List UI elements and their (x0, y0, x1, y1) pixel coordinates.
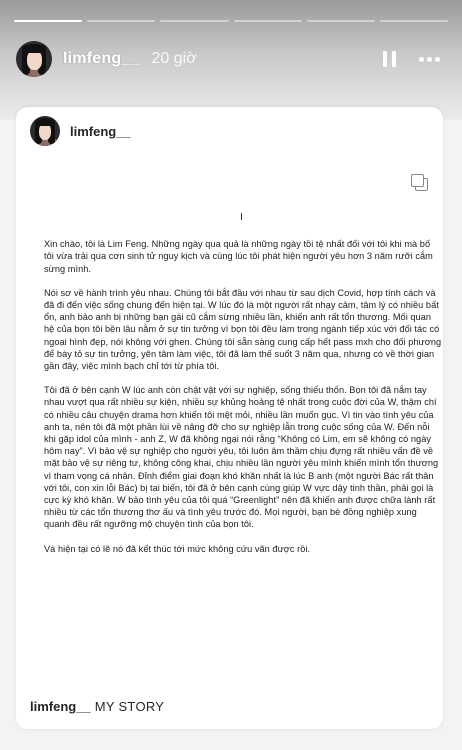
progress-segment (307, 20, 375, 22)
footer-username[interactable]: limfeng__ (30, 699, 91, 714)
avatar[interactable] (16, 41, 52, 77)
progress-segment (234, 20, 302, 22)
progress-segment (380, 20, 448, 22)
story-label: MY STORY (94, 699, 165, 714)
more-options-icon[interactable] (419, 57, 440, 62)
story-username[interactable]: limfeng__ (63, 50, 140, 67)
story-timestamp: 20 giờ (151, 50, 197, 67)
post-footer (30, 699, 164, 714)
document-paragraph: Và hiện tại có lẽ nó đã kết thúc tới mức không cứu vãn được rồi. (44, 543, 311, 554)
multiple-images-icon (411, 174, 427, 190)
post-header (30, 116, 131, 146)
progress-segment (160, 20, 228, 22)
post-avatar[interactable] (30, 116, 60, 146)
story-header (16, 40, 448, 78)
document-paragraph: Tôi đã ở bên cạnh W lúc anh còn chật vật với sự nghiệp, sống thiếu thốn. Bọn tôi đã nắm tay nhau vượt qua rất nhiều sự kiện, nhiều sự khủng hoảng tệ nhất trong cuộc đời của W, thậm chí có nhiều câu chuyện drama hơn khiến tôi mệt mỏi, nhiều lần muốn gục. Vì tin vào tình yêu của anh ta, nên tôi đã một phần lùi về nâng đỡ cho sự nghiệp lẫn trong cuộc sống của W. Đến nỗi khi gặp idol của mình - anh Z, W đã không ngại nói rằng “Không có Lim, em sẽ không có ngày hôm nay”. Vì bảo vệ sự nghiệp cho người yêu, tôi luôn âm thầm chịu đựng rất nhiều vấn đề về mặt bảo vệ sự riêng tư, không công khai, chịu nhiều lần người yêu mình khiến mình tổn thương vì tham vọng cá nhân. Đỉnh điểm giai đoạn khó khăn nhất là lúc B anh (một người Bác rất thân với tôi, con xin lỗi Bác) bị tai biến, tôi đã ở bên cạnh cùng giúp W vực dậy tinh thần, phải gọi là cực kỳ khó khăn. W bảo tình yêu của tôi quá “Greenlight” nên đã khiến anh được chữa lành rất nhiều từ các tổn thương thơ ấu và tình yêu trước đó. Mọi người, bạn bè đồng nghiệp xung quanh đều rất ngưỡng mộ chuyện tình của bọn tôi. (44, 385, 439, 530)
pause-icon[interactable] (379, 49, 399, 69)
post-username[interactable]: limfeng__ (70, 123, 131, 139)
document-heading: I (240, 212, 243, 223)
story-progress-bar (14, 20, 448, 22)
document-paragraph: Nói sơ về hành trình yêu nhau. Chúng tôi bắt đầu với nhau từ sau dịch Covid, hợp tính cách và đã đi đến việc sống chung đến hiện tại. W lúc đó là một người rất nhạy cảm, tâm lý có nhiều bất ổn, anh bảo anh bị những bạn gái cũ cắm sừng nhiều lần, khiến anh rất tổn thương. Mối quan hệ của bọn tôi bền lâu nằm ở sự tin tưởng vì bọn tôi đều làm trong ngành tiếp xúc với đối tác có ngoại hình đẹp, nói không với ghen. Chúng tôi sẵn sàng cung cấp hết pass mxh cho đối phương để bày tỏ sự tin tưởng, yên tâm làm việc, tôi đã làm thế suốt 3 năm qua, nhưng có về thời gian gần đây, việc mình bạch chỉ tới từ phía tôi. (44, 287, 442, 372)
document-paragraph: Xin chào, tôi là Lim Feng. Những ngày qua quả là những ngày tồi tệ nhất đối với tôi khi mà bố tôi vừa trải qua cơn sinh tử nguy kịch và cùng lúc tôi phát hiện người yêu hơn 3 năm rưỡi cắm sừng mình. (44, 239, 433, 274)
document-text (44, 212, 442, 567)
progress-segment (14, 20, 82, 22)
progress-segment (87, 20, 155, 22)
shared-post-card[interactable] (16, 107, 443, 729)
